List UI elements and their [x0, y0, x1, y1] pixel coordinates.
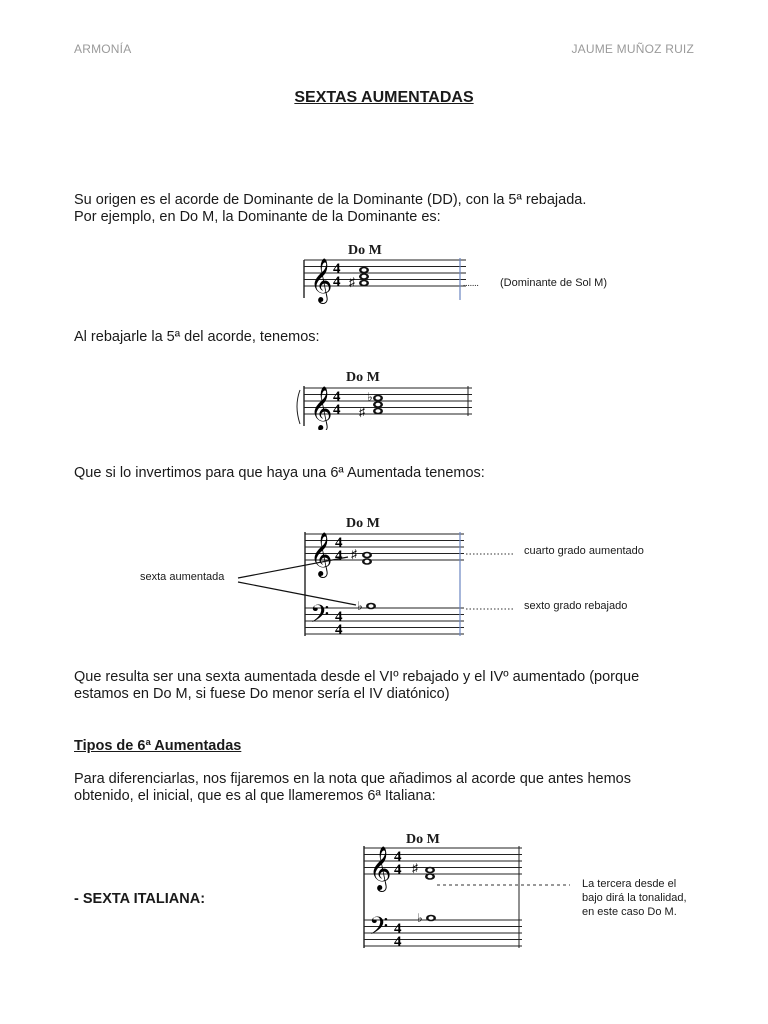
svg-text:4: 4 — [394, 849, 402, 865]
svg-text:♯: ♯ — [359, 405, 365, 419]
example3-key-label: Do M — [346, 516, 380, 531]
label-augmented-sixth: sexta aumentada — [140, 571, 225, 583]
italian-annotation-line-2: bajo dirá la tonalidad, — [582, 892, 687, 904]
italian-key-label: Do M — [406, 832, 440, 847]
svg-text:𝄞: 𝄞 — [310, 534, 333, 576]
intro-line-1: Su origen es el acorde de Dominante de la Dominante (DD), con la 5ª rebajada. — [74, 192, 587, 208]
svg-text:𝄢: 𝄢 — [310, 601, 330, 634]
svg-text:4: 4 — [333, 389, 341, 405]
header-right: JAUME MUÑOZ RUIZ — [571, 42, 694, 56]
svg-text:4: 4 — [335, 535, 343, 551]
para-differentiate-line-1: Para diferenciarlas, nos fijaremos en la nota que añadimos al acorde que antes hemos — [74, 771, 631, 787]
svg-text:𝄞: 𝄞 — [310, 388, 333, 430]
italian-annotation — [582, 877, 696, 919]
svg-text:4: 4 — [335, 609, 343, 625]
svg-text:4: 4 — [335, 622, 343, 638]
svg-text:♭: ♭ — [357, 599, 363, 613]
score-italian-sixth — [355, 830, 595, 955]
score-dominant-of-dominant — [300, 240, 480, 305]
svg-text:4: 4 — [335, 548, 343, 564]
section-title-types: Tipos de 6ª Aumentadas — [74, 738, 242, 754]
svg-text:𝄞: 𝄞 — [369, 848, 392, 890]
para-result-line-1: Que resulta ser una sexta aumentada desde el VIº rebajado y el IVº aumentado (porque — [74, 669, 640, 685]
svg-text:4: 4 — [333, 402, 341, 418]
para-result-line-2: estamos en Do M, si fuese Do menor sería el IV diatónico) — [74, 686, 450, 702]
svg-text:♯: ♯ — [351, 547, 357, 561]
svg-text:4: 4 — [333, 261, 341, 277]
svg-text:♭: ♭ — [417, 911, 423, 925]
italian-annotation-line-1: La tercera desde el — [582, 878, 677, 890]
intro-line-2: Por ejemplo, en Do M, la Dominante de la Dominante es: — [74, 209, 441, 225]
label-sixth-degree-lowered: sexto grado rebajado — [524, 600, 628, 612]
score-lowered-fifth — [290, 368, 480, 430]
svg-text:4: 4 — [394, 934, 402, 950]
svg-text:4: 4 — [394, 921, 402, 937]
example2-key-label: Do M — [346, 370, 380, 385]
italian-annotation-line-3: en este caso Do M. — [582, 906, 677, 918]
svg-text:4: 4 — [394, 862, 402, 878]
svg-text:.......: ....... — [463, 278, 479, 288]
svg-text:𝄞: 𝄞 — [310, 260, 333, 302]
svg-text:♯: ♯ — [349, 275, 355, 289]
svg-text:𝄢: 𝄢 — [369, 913, 389, 946]
svg-text:4: 4 — [333, 274, 341, 290]
svg-text:♯: ♯ — [412, 861, 418, 875]
para-differentiate-line-2: obtenido, el inicial, que es al que llameremos 6ª Italiana: — [74, 788, 436, 804]
header-left: ARMONÍA — [74, 42, 132, 56]
svg-text:♭: ♭ — [367, 390, 373, 404]
example1-annotation: (Dominante de Sol M) — [500, 277, 607, 289]
heading-italian-sixth: - SEXTA ITALIANA: — [74, 891, 206, 907]
page-title: SEXTAS AUMENTADAS — [294, 89, 474, 106]
example1-key-label: Do M — [348, 243, 382, 258]
para-lowering-fifth: Al rebajarle la 5ª del acorde, tenemos: — [74, 329, 320, 345]
para-inversion: Que si lo invertimos para que haya una 6ª Aumentada tenemos: — [74, 465, 485, 481]
label-fourth-degree-raised: cuarto grado aumentado — [524, 545, 644, 557]
